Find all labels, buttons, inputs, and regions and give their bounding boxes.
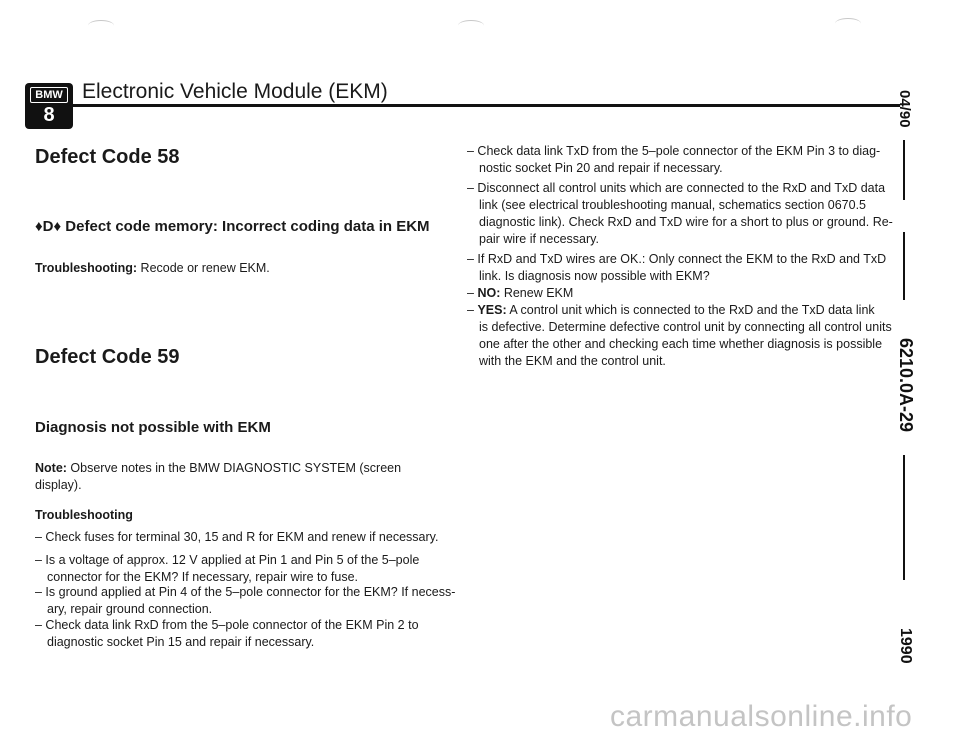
defect-code-58-heading: Defect Code 58 xyxy=(35,146,180,168)
side-divider-1 xyxy=(903,140,905,200)
no-prefix: – xyxy=(467,286,478,300)
bmw-8-logo xyxy=(25,83,73,129)
defect-code-58-troubleshooting xyxy=(35,260,270,277)
list-item xyxy=(467,251,886,285)
list-item-line: – Is a voltage of approx. 12 V applied at Pin 1 and Pin 5 of the 5–pole xyxy=(35,553,420,567)
list-item-line: diagnostic link). Check RxD and TxD wire for a short to plus or ground. Re- xyxy=(479,215,893,229)
yes-line-3: one after the other and checking each time whether diagnosis is possible xyxy=(479,337,883,351)
list-item xyxy=(35,552,419,586)
list-item-line: link. Is diagnosis now possible with EKM? xyxy=(479,269,710,283)
note-line-1: Observe notes in the BMW DIAGNOSTIC SYSTEM (screen xyxy=(66,461,402,475)
note-label: Note: xyxy=(35,461,67,475)
list-item-line: ary, repair ground connection. xyxy=(47,602,213,616)
list-item-line: pair wire if necessary. xyxy=(479,232,599,246)
no-label: NO: xyxy=(477,286,501,300)
logo-brand: BMW xyxy=(30,87,68,103)
list-item xyxy=(35,617,419,651)
defect-code-59-subtitle: Diagnosis not possible with EKM xyxy=(35,419,271,436)
list-item-line: connector for the EKM? If necessary, repair wire to fuse. xyxy=(47,570,359,584)
list-item-yes xyxy=(467,302,892,370)
side-divider-2 xyxy=(903,232,905,300)
side-divider-3 xyxy=(903,455,905,580)
list-item-line: diagnostic socket Pin 15 and repair if necessary. xyxy=(47,635,315,649)
side-year: 1990 xyxy=(897,628,914,664)
list-item-line: – Check data link RxD from the 5–pole connector of the EKM Pin 2 to xyxy=(35,618,419,632)
list-item-line: – If RxD and TxD wires are OK.: Only connect the EKM to the RxD and TxD xyxy=(467,252,887,266)
logo-series: 8 xyxy=(43,104,55,126)
list-item xyxy=(467,143,880,177)
list-item xyxy=(467,180,893,248)
yes-label: YES: xyxy=(477,303,507,317)
troubleshooting-label: Troubleshooting: xyxy=(35,261,138,275)
list-item-line: – Check data link TxD from the 5–pole connector of the EKM Pin 3 to diag- xyxy=(467,144,881,158)
scan-mark-right xyxy=(835,18,861,29)
list-item-line: nostic socket Pin 20 and repair if necessary. xyxy=(479,161,723,175)
list-item xyxy=(35,584,455,618)
scan-mark-left xyxy=(88,20,114,31)
yes-line-1: A control unit which is connected to the RxD and the TxD data link xyxy=(506,303,875,317)
defect-code-59-heading: Defect Code 59 xyxy=(35,346,180,368)
page-title: Electronic Vehicle Module (EKM) xyxy=(82,80,388,103)
scan-mark-center xyxy=(458,20,484,31)
list-item-line: – Disconnect all control units which are connected to the RxD and TxD data xyxy=(467,181,886,195)
troubleshooting-text: Recode or renew EKM. xyxy=(137,261,270,275)
troubleshooting-heading: Troubleshooting xyxy=(35,508,133,522)
note-paragraph xyxy=(35,460,401,494)
yes-line-4: with the EKM and the control unit. xyxy=(479,354,666,368)
header-divider xyxy=(70,104,900,107)
list-item-no xyxy=(467,285,573,302)
defect-code-58-subtitle: ♦D♦ Defect code memory: Incorrect coding data in EKM xyxy=(35,218,430,235)
note-line-2: display). xyxy=(35,478,82,492)
list-item-line: link (see electrical troubleshooting manual, schematics section 0670.5 xyxy=(479,198,867,212)
no-text: Renew EKM xyxy=(500,286,574,300)
site-watermark: carmanualsonline.info xyxy=(610,700,913,733)
side-page-code: 6210.0A-29 xyxy=(896,338,916,433)
side-date: 04/90 xyxy=(896,90,913,128)
yes-prefix: – xyxy=(467,303,478,317)
list-item xyxy=(35,529,438,546)
list-item-line: – Check fuses for terminal 30, 15 and R for EKM and renew if necessary. xyxy=(35,530,439,544)
list-item-line: – Is ground applied at Pin 4 of the 5–pole connector for the EKM? If necess- xyxy=(35,585,456,599)
yes-line-2: is defective. Determine defective control unit by connecting all control units xyxy=(479,320,892,334)
